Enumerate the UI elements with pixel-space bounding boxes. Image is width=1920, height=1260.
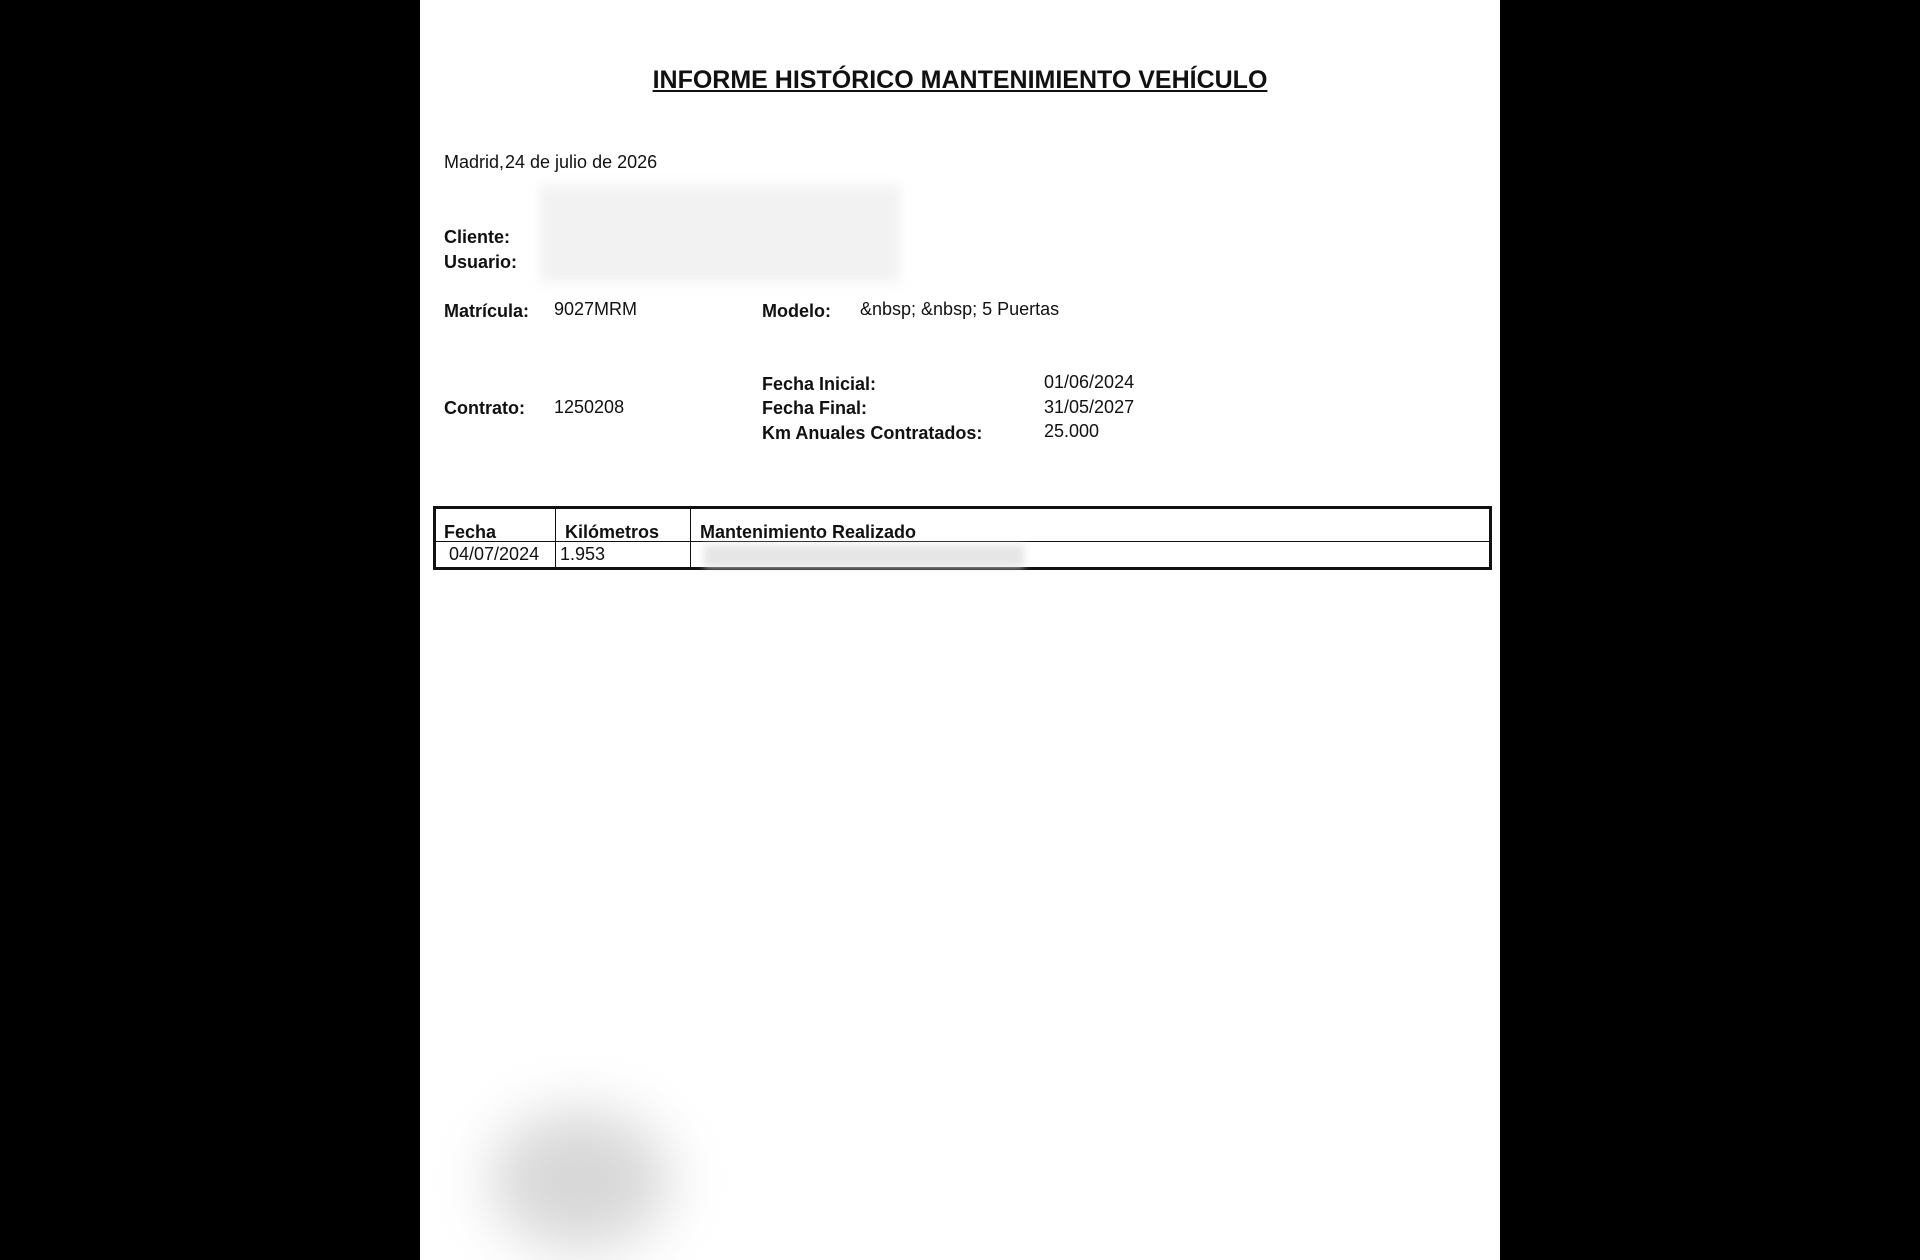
km-anuales-value: 25.000 xyxy=(1044,421,1100,441)
header-fecha: Fecha xyxy=(444,522,497,542)
column-divider xyxy=(555,509,556,567)
header-mantenimiento: Mantenimiento Realizado xyxy=(700,522,917,542)
matricula-value: 9027MRM xyxy=(554,299,638,319)
redacted-client-info xyxy=(540,185,900,283)
fecha-final-label: Fecha Final: xyxy=(762,398,868,418)
report-title: INFORME HISTÓRICO MANTENIMIENTO VEHÍCULO xyxy=(652,66,1268,94)
cliente-label: Cliente: xyxy=(444,227,511,247)
row-fecha: 04/07/2024 xyxy=(449,544,540,564)
contrato-label: Contrato: xyxy=(444,398,525,418)
header-kilometros: Kilómetros xyxy=(565,522,660,542)
date-city: Madrid, xyxy=(444,152,505,172)
row-km: 1.953 xyxy=(560,544,606,564)
contrato-value: 1250208 xyxy=(554,397,625,417)
matricula-label: Matrícula: xyxy=(444,301,530,321)
document-page xyxy=(420,0,1500,1260)
fecha-inicial-label: Fecha Inicial: xyxy=(762,374,877,394)
km-anuales-label: Km Anuales Contratados: xyxy=(762,423,983,443)
blurred-stamp xyxy=(490,1110,670,1250)
modelo-value: &nbsp; &nbsp; 5 Puertas xyxy=(860,299,1060,319)
fecha-inicial-value: 01/06/2024 xyxy=(1044,372,1135,392)
maintenance-table xyxy=(433,506,1492,570)
usuario-label: Usuario: xyxy=(444,252,518,272)
redacted-maintenance-text xyxy=(704,545,1024,567)
report-date: 24 de julio de 2026 xyxy=(505,152,658,172)
modelo-label: Modelo: xyxy=(762,301,831,321)
column-divider xyxy=(690,509,691,567)
fecha-final-value: 31/05/2027 xyxy=(1044,397,1135,417)
